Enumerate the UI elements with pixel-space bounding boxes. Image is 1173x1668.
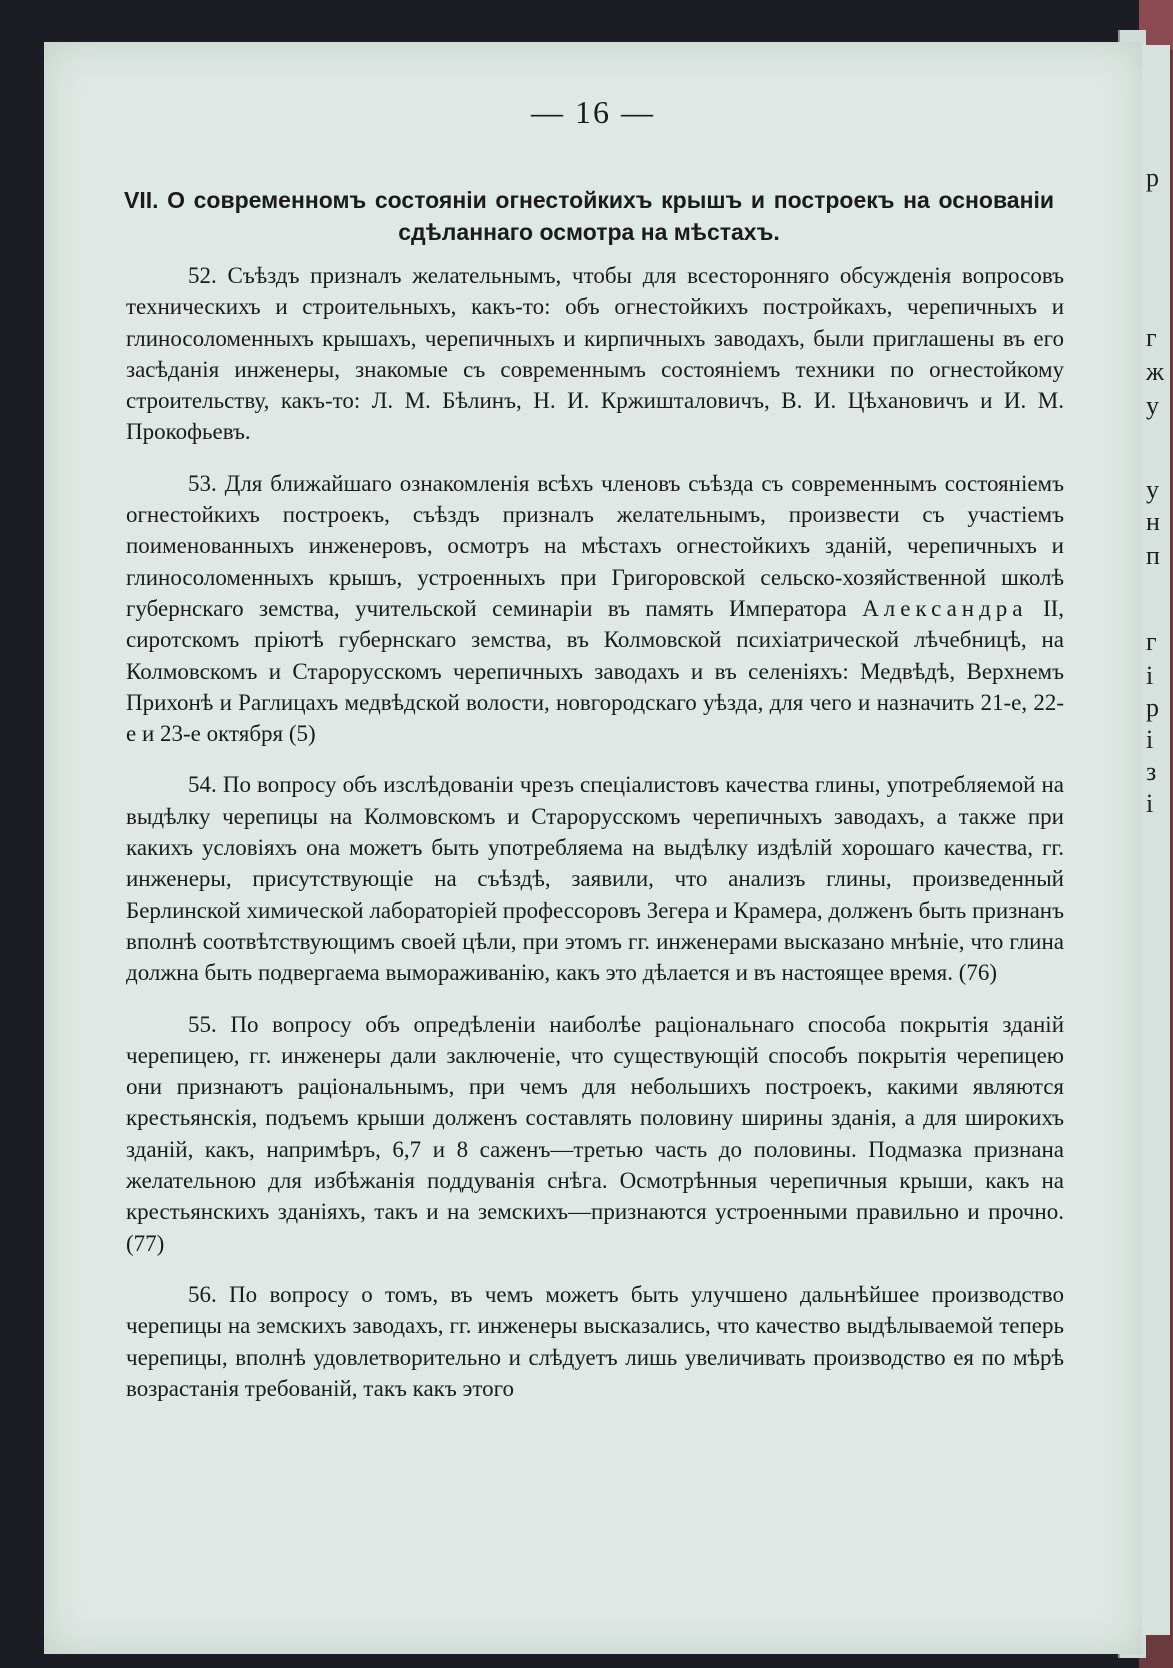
next-page-letter: з [1146,757,1157,786]
body-text [126,260,1064,1424]
paragraph-52: 52. Съѣздъ призналъ желательнымъ, чтобы для всесторонняго обсужденія вопросовъ техническихъ и строительныхъ, какъ-то: объ огнестойкихъ постройкахъ, черепичныхъ и глиносоломенныхъ крышахъ, черепичныхъ и кирпичныхъ заводахъ, были приглашены въ его засѣданія инженеры, знакомые съ современнымъ состояніемъ техники по огнестойкому строительству, какъ-то: Л. М. Бѣлинъ, Н. И. Кржишталовичъ, В. И. Цѣхановичъ и И. М. Прокофьевъ. [126,263,1064,445]
document-page [44,42,1142,1654]
paragraph-56: 56. По вопросу о томъ, въ чемъ можетъ быть улучшено дальнѣйшее производство черепицы на земскихъ заводахъ, гг. инженеры высказались, что качество выдѣлываемой теперь черепицы, вполнѣ удовлетворительно и слѣдуетъ лишь увеличивать производство ея по мѣрѣ возрастанія требованій, такъ какъ этого [126,1281,1064,1401]
paragraph-53-part-1: 53. Для ближайшаго ознакомленія всѣхъ членовъ съѣзда съ современнымъ состояніемъ огнестойкихъ построекъ, съѣздъ призналъ желательнымъ, произвести съ участіемъ поименованныхъ инженеровъ, осмотръ на мѣстахъ огнестойкихъ зданій, черепичныхъ и глиносоломенныхъ крышъ, устроенныхъ при Григоровской сельско-хозяйственной школѣ губернскаго земства, учительской семинаріи въ память Императора [126,470,1064,621]
next-page-letter: і [1146,789,1154,818]
next-page-letter: п [1146,541,1160,570]
next-page-letter: у [1146,475,1159,504]
paragraph-55: 55. По вопросу объ опредѣленіи наиболѣе раціональнаго способа покрытія зданій черепицею, гг. инженеры дали заключеніе, что существующій способъ покрытія черепицею они признаютъ раціональнымъ, при чемъ для небольшихъ построекъ, какими являются крестьянскія, подъемъ крыши долженъ составлять половину ширины зданія, а для широкихъ зданій, какъ, напримѣръ, 6,7 и 8 саженъ—третью часть до половины. Подмазка признана желательною для избѣжанія поддуванія снѣга. Осмотрѣнныя черепичныя крыши, какъ на крестьянскихъ зданіяхъ, такъ и на земскихъ—признаются устроенными правильно и прочно. (77) [126,1011,1064,1256]
emperor-name: Александра [862,595,1028,621]
next-page-letter: н [1146,507,1160,536]
next-page-letter: р [1146,163,1159,192]
paragraph-53-part-2: II, сиротскомъ пріютѣ губернскаго земства, въ Колмовской психіатрической лѣчебницѣ, на Колмовскомъ и Старорусскомъ черепичныхъ заводахъ и въ селеніяхъ: Медвѣдѣ, Верхнемъ Прихонѣ и Раглицахъ медвѣдской волости, новгородскаго уѣзда, для чего и назначить 21-е, 22-е и 23-е октября (5) [126,595,1065,747]
paragraph-53 [126,468,1064,750]
next-page-letter: і [1146,725,1154,754]
section-title-line-1: VII. О современномъ состояніи огнестойкихъ крышъ и построекъ на основаніи [124,187,1054,213]
next-page-letter: у [1146,391,1159,420]
next-page-letter: г [1146,323,1157,352]
next-page-letter: і [1146,661,1154,690]
section-title-line-2: сдѣланнаго осмотра на мѣстахъ. [398,219,780,245]
next-page-letter: р [1146,693,1159,722]
next-page-letter: ж [1146,357,1164,386]
page-number: — 16 — [531,94,655,130]
paragraph-54: 54. По вопросу объ изслѣдованіи чрезъ спеціалистовъ качества глины, употребляемой на выдѣлку черепицы на Колмовскомъ и Старорусскомъ черепичныхъ заводахъ, а также при какихъ условіяхъ она можетъ быть употребляема на выдѣлку издѣлій хорошаго качества, гг. инженеры, присутствующіе на съѣздѣ, заявили, что анализъ глины, произведенный Берлинской химической лабораторіей профессоровъ Зегера и Крамера, долженъ быть признанъ вполнѣ соотвѣтствующимъ своей цѣли, при этомъ гг. инженерами высказано мнѣніе, что глина должна быть подвергаема вымораживанію, какъ это дѣлается и въ настоящее время. (76) [126,772,1064,986]
next-page-edge [1140,45,1170,1635]
next-page-letter: г [1146,627,1157,656]
section-title [124,184,1054,248]
